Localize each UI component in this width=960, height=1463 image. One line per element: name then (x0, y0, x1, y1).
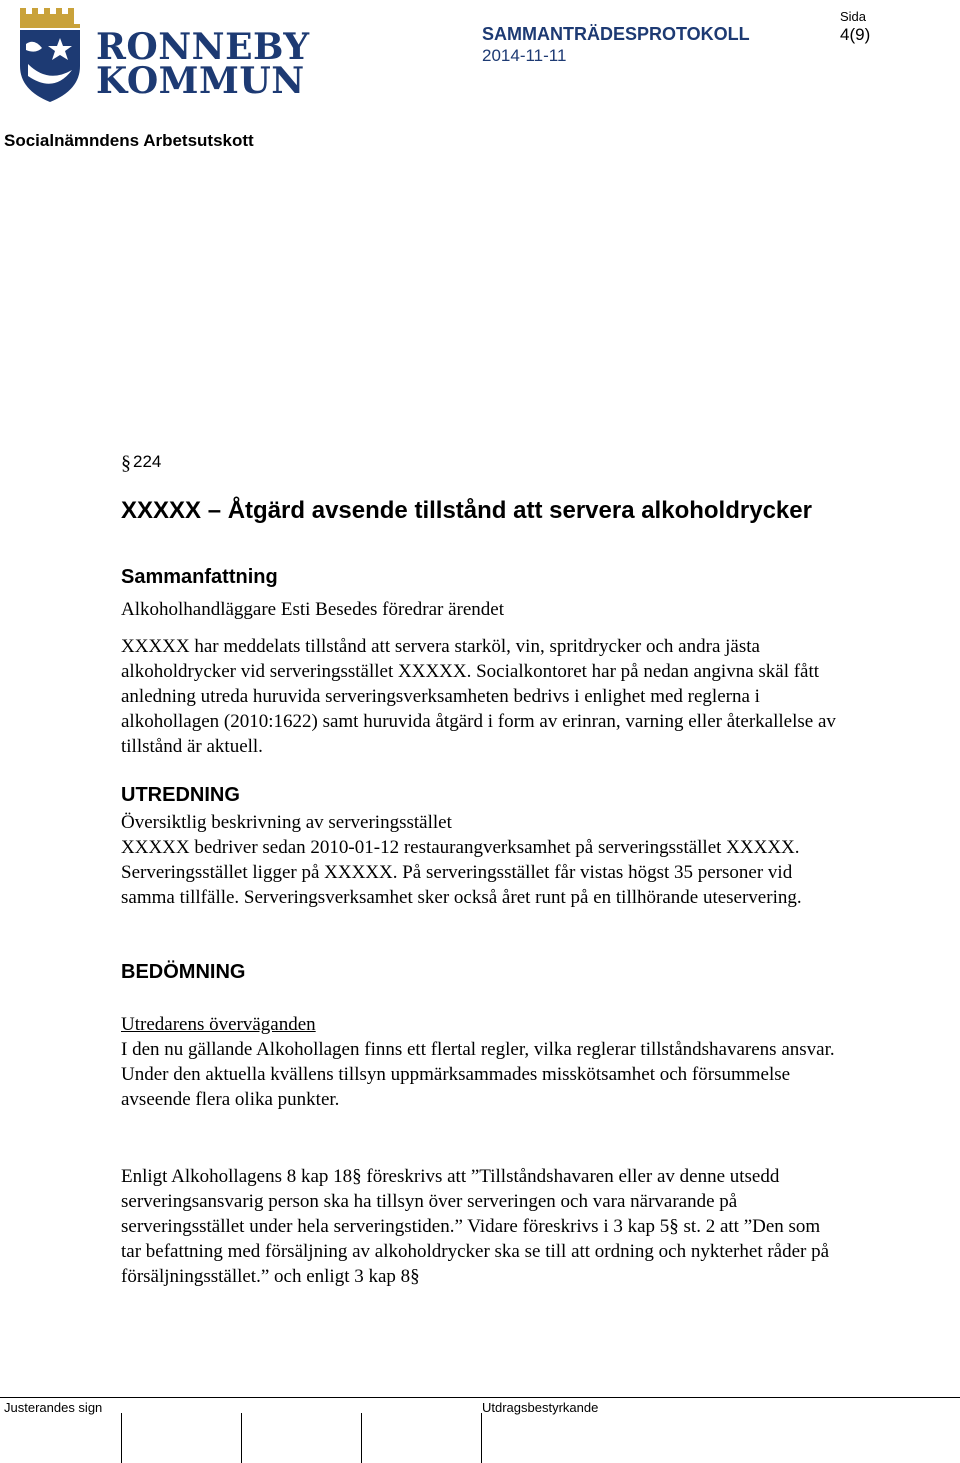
footer-sign-label: Justerandes sign (4, 1400, 103, 1415)
ronneby-logo (14, 4, 310, 104)
investigation-body: XXXXX bedriver sedan 2010-01-12 restaurangverksamhet på serveringsstället XXXXX. Serveringsstället ligger på XXXXX. På serveringsstället får vistas högst 35 personer vid samma tillfälle. Serveringsverksamhet sker också året runt på en tillhörande uteservering. (121, 837, 802, 908)
assessment-heading: BEDÖMNING (121, 961, 246, 983)
footer-divider (0, 1397, 960, 1398)
law-citation-paragraph: Enligt Alkohollagens 8 kap 18§ föreskrivs att ”Tillståndshavaren eller av denne utsedd serveringsansvarig person ska ha tillsyn över serveringen och vara närvarande på serveringsstället under hela serveringstiden.” Vidare föreskrivs i 3 kap 5§ st. 2 att ”Den som tar befattning med försäljning av alkoholdrycker ska se till att ordning och nykterhet råder på försäljningsstället.” och enligt 3 kap 8§ (121, 1166, 830, 1287)
summary-heading: Sammanfattning (121, 566, 278, 588)
item-title: XXXXX – Åtgärd avsende tillstånd att servera alkoholdrycker (121, 497, 812, 524)
section-number (121, 452, 161, 475)
signature-box-divider (481, 1413, 482, 1463)
logo-text-ronneby: RONNEBY (96, 26, 310, 68)
investigation-heading: UTREDNING (121, 784, 240, 806)
page-label: Sida (840, 9, 867, 24)
signature-box-divider (361, 1413, 362, 1463)
section-sign: § (121, 452, 131, 474)
summary-intro: Alkoholhandläggare Esti Besedes föredrar ärendet (121, 599, 505, 620)
footer-certification-label: Utdragsbestyrkande (482, 1400, 599, 1415)
assessment-body: I den nu gällande Alkohollagen finns ett flertal regler, vilka reglerar tillståndshavarens ansvar. Under den aktuella kvällens tillsyn uppmärksammades misskötsamhet och försummelse avseende flera olika punkter. (121, 1039, 835, 1110)
section-number-value: 224 (133, 452, 162, 471)
signature-box-divider (121, 1413, 122, 1463)
investigation-subheading: Översiktlig beskrivning av serveringsstället (121, 812, 452, 833)
logo-text-kommun: KOMMUN (96, 60, 305, 102)
summary-body: XXXXX har meddelats tillstånd att servera starköl, vin, spritdrycker och andra jästa alkoholdrycker vid serveringsstället XXXXX. Socialkontoret har på nedan angivna skäl fått anledning utreda huruvida serveringsverksamheten bedrivs i enlighet med reglerna i alkohollagen (2010:1622) samt huruvida åtgärd i form av erinran, varning eller återkallelse av tillstånd är aktuell. (121, 636, 836, 757)
document-date: 2014-11-11 (482, 46, 567, 65)
municipal-crest-icon (14, 4, 84, 104)
signature-box-divider (241, 1413, 242, 1463)
page-number: 4(9) (840, 25, 871, 44)
document-type: SAMMANTRÄDESPROTOKOLL (482, 24, 750, 44)
committee-name: Socialnämndens Arbetsutskott (4, 131, 254, 150)
assessment-subheading: Utredarens överväganden (121, 1014, 316, 1035)
